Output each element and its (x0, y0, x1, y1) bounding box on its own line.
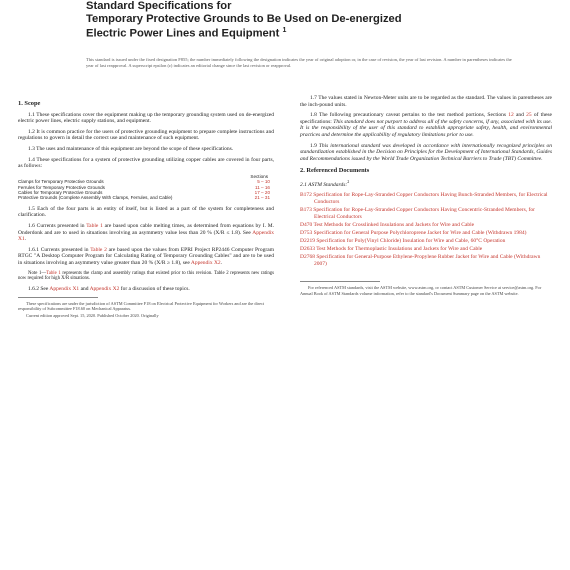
footnote-divider (300, 281, 380, 282)
list-item[interactable]: D753 Specification for General Purpose Polychloroprene Jacket for Wire and Cable (Withdrawn 1984) (300, 229, 527, 236)
para-1-6-1: 1.6.1 Currents presented in Table 2 are based upon the values from EPRI Project RP2446 Computer Program RTGC "A Desktop Computer Program for Calculating Rating of Temporary Grounding Cables" and are to be used in situations involving an asymmetry value greater than 20 % (X/R ≥ 1.8), see Appendix X2. (18, 246, 274, 266)
astm-standards-label: 2.1 ASTM Standards:$^2$ (300, 178, 350, 188)
section-link[interactable]: 21 – 31 (254, 195, 270, 201)
section-link[interactable]: 17 – 20 (254, 189, 270, 195)
list-item[interactable]: D2633 Test Methods for Thermoplastic Insulations and Jackets for Wire and Cable (300, 246, 483, 253)
para-1-6: 1.6 Currents presented in Table 1 are based upon cable melting times, as determined from equations by I. M. Onderdonk and are to used in situations involving an asymmetry value less than 20 % (X/R ≤ 1.8). See Appendix X1. (18, 222, 274, 243)
right-column (300, 95, 552, 298)
left-column (18, 95, 274, 320)
section-link[interactable]: 5 – 10 (257, 179, 270, 185)
para-1-8: 1.8 The following precautionary caveat pertains to the test method portions, Sections 12 and 25 of these specifications: This standard does not purport to address all of the safety concerns, if any, associated with its use. It is the responsibility of the user of this standard to establish appropriate safety, health, and environmental practices and determine the applicability of regulatory limitations prior to use. (300, 112, 552, 138)
para-1-7: 1.7 The values stated in Newton-Meter units are to be regarded as the standard. The values in parentheses are the inch-pound units. (300, 95, 552, 108)
list-item[interactable]: B172 Specification for Rope-Lay-Stranded Copper Conductors Having Bunch-Stranded Members, for Electrical Conductors (300, 192, 548, 205)
document-title (86, 0, 506, 40)
para-1-9: 1.9 This international standard was developed in accordance with internationally recognized principles on standardization established in the Decision on Principles for the Development of International Standards, Guides and Recommendations issued by the World Trade Organization Technical Barriers to Trade (TBT) Committee. (300, 142, 552, 162)
referenced-documents-heading: 2. Referenced Documents (300, 167, 370, 175)
section-25-link[interactable]: 25 (526, 112, 532, 119)
title-line-1: Standard Specifications for (86, 0, 232, 12)
sections-table-header: Sections (250, 173, 268, 179)
footnote-1: These specifications are under the jurisdiction of ASTM Committee F18 on Electrical Protective Equipment for Workers and are the direct responsibility of Subcommittee F18.60 on Mechanical Apparatus. (18, 300, 265, 311)
para-1-2: 1.2 It is common practice for the users of protective grounding equipment to prepare complete instructions and regulations to govern in detail the correct use and maintenance of such equipment. (18, 128, 274, 142)
para-1-1: 1.1 These specifications cover the equipment making up the temporary grounding system used on de-energized electric power lines, electric supply stations, and equipment. (18, 111, 274, 125)
title-footnote-mark: 1 (282, 27, 287, 34)
designation-note: This standard is issued under the fixed designation F855; the number immediately following the designation indicates the year of original adoption or, in the case of revision, the year of last revision. A number in parentheses indicates the year of last reapproval. A superscript epsilon (ε) indicates an editorial change since the last revision or reapproval. (86, 57, 512, 68)
list-item[interactable]: D2768 Specification for General-Purpose Ethylene-Propylene Rubber Jacket for Wire and Cable (Withdrawn 2007) (300, 254, 541, 267)
note-1: Note 1—Table 1 represents the clamp and assembly ratings that existed prior to this revision. Table 2 represents new ratings now required for high X/R situations. (18, 270, 274, 282)
scope-heading: 1. Scope (18, 100, 41, 107)
note-table-1-link[interactable]: Table 1 (46, 270, 61, 276)
appendix-x2-link[interactable]: Appendix X2 (89, 286, 120, 293)
table-row: Cables for Temporary Protective Grounds 17 – 20 (18, 189, 270, 195)
list-item[interactable]: D470 Test Methods for Crosslinked Insulations and Jackets for Wire and Cable (300, 221, 475, 228)
footnote-divider (18, 297, 98, 298)
list-item[interactable]: D2219 Specification for Poly(Vinyl Chloride) Insulation for Wire and Cable, 60°C Operation (300, 237, 506, 244)
appendix-x2-link[interactable]: Appendix X2 (190, 259, 221, 266)
para-1-3: 1.3 The uses and maintenance of this equipment are beyond the scope of these specifications. (28, 145, 234, 152)
list-item[interactable]: B173 Specification for Rope-Lay-Stranded Copper Conductors Having Concentric-Stranded Members, for Electrical Conductors (300, 207, 535, 220)
table-row: Ferrules for Temporary Protective Grounds 11 – 16 (18, 184, 270, 190)
para-1-4: 1.4 These specifications for a system of protective grounding utilizing copper cables are covered in four parts, as follows: (18, 156, 274, 170)
footnote-2: For referenced ASTM standards, visit the ASTM website, www.astm.org, or contact ASTM Customer Service at service@astm.org. For Annual Book of ASTM Standards volume information, refer to the standard's Document Summary page on the ASTM website. (300, 285, 542, 296)
table-row: Protective Grounds (Complete Assembly With Clamps, Ferrules, and Cable) 21 – 31 (18, 195, 270, 201)
footnote-1-continued: Current edition approved Sept. 15, 2020. Published October 2020. Originally (26, 313, 159, 319)
table-1-link[interactable]: Table 1 (86, 222, 103, 229)
section-link[interactable]: 11 – 16 (255, 184, 270, 190)
sections-table (18, 174, 274, 201)
para-1-6-2: 1.6.2 See Appendix X1 and Appendix X2 for a discussion of these topics. (28, 286, 190, 293)
table-2-link[interactable]: Table 2 (90, 246, 107, 253)
section-12-link[interactable]: 12 (508, 112, 514, 119)
title-line-2: Temporary Protective Grounds to Be Used on De-energized (86, 12, 402, 25)
table-row: Clamps for Temporary Protective Grounds 5 – 10 (18, 179, 270, 185)
para-1-5: 1.5 Each of the four parts is an entity of itself, but is listed as a part of the system for completeness and clarification. (18, 205, 274, 219)
title-line-3: Electric Power Lines and Equipment $^1$ (86, 27, 287, 40)
appendix-x1-link[interactable]: Appendix X1 (18, 229, 274, 243)
appendix-x1-link[interactable]: Appendix X1 (49, 286, 80, 293)
